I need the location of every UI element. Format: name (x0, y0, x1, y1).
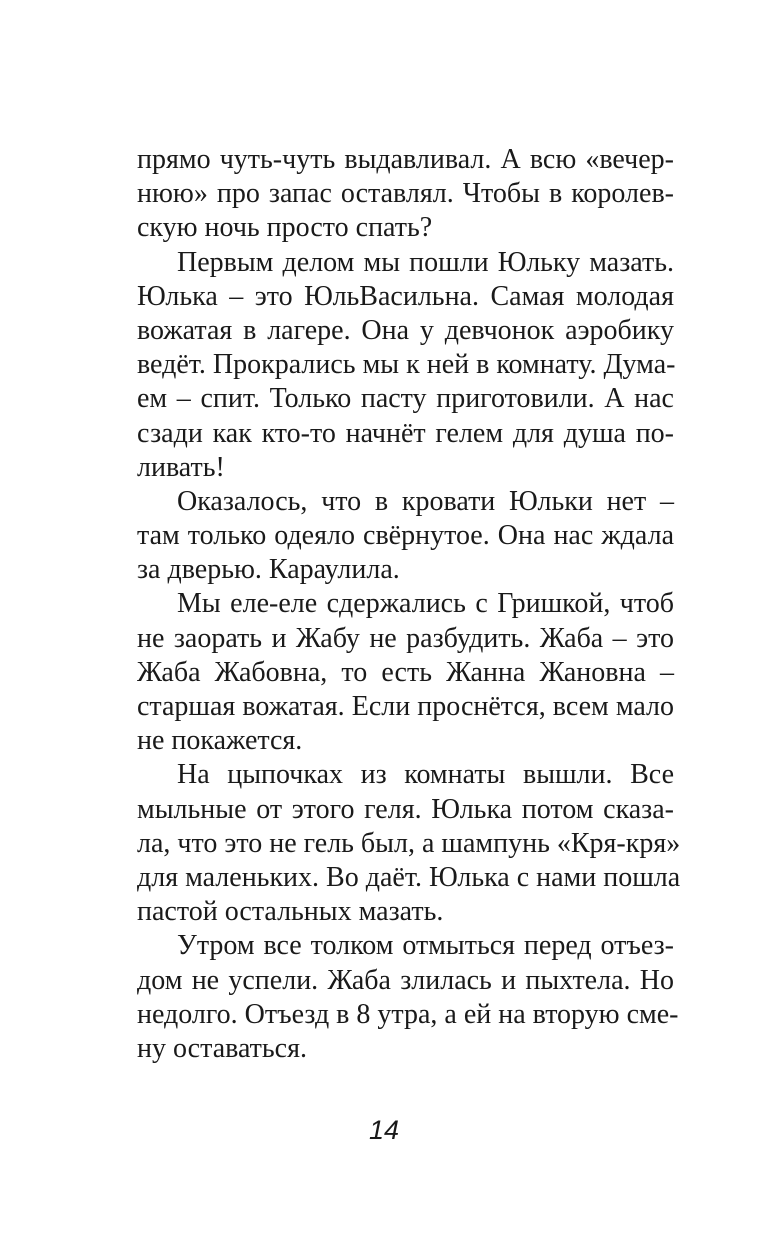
text-line: ем – спит. Только пасту приготовили. А нас (137, 383, 674, 415)
text-line: для маленьких. Во даёт. Юлька с нами пошла (137, 861, 681, 893)
text-line: Юлька – это ЮльВасильна. Самая молодая (137, 280, 674, 312)
text-line: На цыпочках из комнаты вышли. Все (177, 759, 674, 791)
text-line: ну оставаться. (137, 1032, 307, 1064)
text-line: Жаба Жабовна, то есть Жанна Жановна – (137, 656, 674, 688)
paragraph (137, 758, 681, 929)
text-line: не покажется. (137, 725, 303, 757)
paragraph (137, 485, 674, 588)
text-line: Мы еле-еле сдержались с Гришкой, чтоб (177, 588, 674, 620)
text-line: недолго. Отъезд в 8 утра, а ей на вторую сме- (137, 998, 679, 1030)
text-line: за дверью. Караулила. (137, 554, 400, 586)
text-line: Утром все толком отмыться перед отъез- (177, 930, 674, 962)
paragraph (137, 246, 674, 485)
page-number: 14 (368, 1115, 400, 1145)
text-line: вожатая в лагере. Она у девчонок аэробику (137, 314, 674, 346)
text-line: ла, что это не гель был, а шампунь «Кря-кря» (137, 827, 681, 859)
text-line: Первым делом мы пошли Юльку мазать. (177, 246, 674, 278)
text-line: дом не успели. Жаба злилась и пыхтела. Но (137, 964, 674, 996)
text-line: Оказалось, что в кровати Юльки нет – (177, 485, 674, 517)
text-line: не заорать и Жабу не разбудить. Жаба – это (137, 622, 674, 654)
paragraph (137, 143, 674, 246)
paragraph (137, 587, 674, 758)
text-line: пастой остальных мазать. (137, 896, 444, 928)
body-text (137, 143, 681, 1066)
text-line: нюю» про запас оставлял. Чтобы в королев- (137, 178, 674, 210)
text-line: скую ночь просто спать? (137, 212, 433, 244)
text-line: сзади как кто-то начнёт гелем для душа по- (137, 417, 674, 449)
text-line: прямо чуть-чуть выдавливал. А всю «вечер- (137, 144, 674, 175)
text-line: ведёт. Прокрались мы к ней в комнату. Дума- (137, 349, 676, 381)
text-line: мыльные от этого геля. Юлька потом сказа- (137, 793, 674, 825)
text-line: ливать! (137, 451, 225, 483)
text-line: там только одеяло свёрнутое. Она нас ждала (137, 520, 674, 552)
text-line: старшая вожатая. Если проснётся, всем мало (137, 691, 674, 722)
paragraph (137, 929, 679, 1066)
